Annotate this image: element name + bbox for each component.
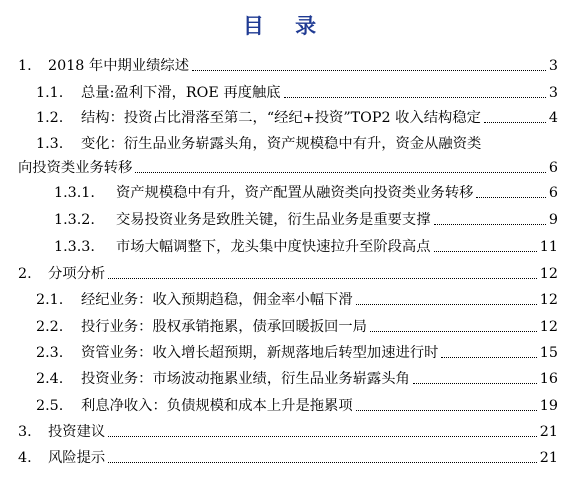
toc-entry-number: 1.3.1. xyxy=(54,185,95,201)
toc-entry-title: 市场大幅调整下，龙头集中度快速拉升至阶段高点 xyxy=(116,239,431,255)
toc-entry[interactable] xyxy=(18,397,558,415)
toc-entry-page: 11 xyxy=(539,239,558,255)
toc-entry-page: 19 xyxy=(539,398,558,414)
dot-leader xyxy=(370,331,537,332)
toc-entry[interactable] xyxy=(18,211,558,229)
toc-title: 目 录 xyxy=(242,14,329,38)
toc-entry-title: 资管业务：收入增长超预期，新规落地后转型加速进行时 xyxy=(81,345,439,361)
toc-entry-page: 3 xyxy=(548,85,558,101)
toc-entry-page: 12 xyxy=(539,266,558,282)
toc-entry[interactable] xyxy=(18,238,558,256)
dot-leader xyxy=(135,172,546,173)
toc-entry[interactable] xyxy=(18,291,558,309)
toc-entry-page: 6 xyxy=(548,160,558,176)
toc-entry[interactable] xyxy=(18,84,558,102)
toc-entry-title: 变化：衍生品业务崭露头角，资产规模稳中有升，资金从融资类 xyxy=(81,136,482,152)
toc-entry-title: 经纪业务：收入预期趋稳，佣金率小幅下滑 xyxy=(81,292,353,308)
dot-leader xyxy=(108,278,537,279)
toc-entry-page: 16 xyxy=(539,371,558,387)
toc-entry-title: 结构：投资占比滑落至第二，“经纪+投资”TOP2 收入结构稳定 xyxy=(81,110,481,126)
dot-leader xyxy=(413,383,537,384)
toc-entry-number: 1.1. xyxy=(36,85,64,101)
dot-leader xyxy=(484,122,546,123)
toc-entry-number: 1. xyxy=(18,58,32,74)
toc-entry-page: 12 xyxy=(539,292,558,308)
toc-entry[interactable] xyxy=(18,344,558,362)
toc-entry-number: 2.5. xyxy=(36,398,64,414)
dot-leader xyxy=(284,97,546,98)
toc-entry[interactable] xyxy=(18,265,558,283)
toc-entry-title: 投资业务：市场波动拖累业绩，衍生品业务崭露头角 xyxy=(81,371,410,387)
toc-entry-page: 21 xyxy=(539,450,558,466)
toc-entry-title: 分项分析 xyxy=(48,266,106,282)
toc-entry-page: 15 xyxy=(539,345,558,361)
toc-entry-number: 1.3.3. xyxy=(54,239,95,255)
toc-entry-number: 4. xyxy=(18,450,32,466)
dot-leader xyxy=(356,304,537,305)
dot-leader xyxy=(434,251,537,252)
toc-entry-title: 投资建议 xyxy=(48,424,106,440)
dot-leader xyxy=(356,410,537,411)
toc-entry[interactable] xyxy=(18,184,558,202)
toc-entry-title: 投行业务：股权承销拖累，债承回暖扳回一局 xyxy=(81,319,367,335)
toc-entry-number: 1.3. xyxy=(36,136,64,152)
dot-leader xyxy=(108,436,537,437)
toc-entry[interactable] xyxy=(18,423,558,441)
toc-entry-number: 3. xyxy=(18,424,32,440)
toc-entry[interactable] xyxy=(18,135,558,177)
toc-entry-title: 总量:盈利下滑，ROE 再度触底 xyxy=(81,85,281,101)
toc-entry[interactable] xyxy=(18,318,558,336)
toc-entry-number: 1.2. xyxy=(36,110,64,126)
toc-entry-title-continuation: 向投资类业务转移 xyxy=(18,160,133,176)
toc-entry-title: 资产规模稳中有升，资产配置从融资类向投资类业务转移 xyxy=(116,185,474,201)
toc-entry-number: 2.2. xyxy=(36,319,64,335)
dot-leader xyxy=(434,224,546,225)
toc-entry-title: 2018 年中期业绩综述 xyxy=(48,58,190,74)
toc-entry[interactable] xyxy=(18,57,558,75)
toc-entry-page: 12 xyxy=(539,319,558,335)
toc-entry-page: 21 xyxy=(539,424,558,440)
toc-entry-number: 2.1. xyxy=(36,292,64,308)
toc-entry[interactable] xyxy=(18,370,558,388)
dot-leader xyxy=(192,70,546,71)
toc-entry-page: 3 xyxy=(548,58,558,74)
dot-leader xyxy=(108,462,537,463)
dot-leader xyxy=(441,357,536,358)
toc-entry-page: 9 xyxy=(548,212,558,228)
toc-entry-number: 2. xyxy=(18,266,32,282)
toc-entry-title: 交易投资业务是致胜关键，衍生品业务是重要支撑 xyxy=(116,212,431,228)
toc-entry[interactable] xyxy=(18,449,558,467)
toc-entry-number: 1.3.2. xyxy=(54,212,95,228)
toc-entry-number: 2.4. xyxy=(36,371,64,387)
toc-entry-page: 4 xyxy=(548,110,558,126)
toc-entry-number: 2.3. xyxy=(36,345,64,361)
toc-entry[interactable] xyxy=(18,109,558,127)
toc-entry-title: 利息净收入：负债规模和成本上升是拖累项 xyxy=(81,398,353,414)
toc-entry-page: 6 xyxy=(548,185,558,201)
dot-leader xyxy=(476,197,545,198)
toc-entry-title: 风险提示 xyxy=(48,450,106,466)
